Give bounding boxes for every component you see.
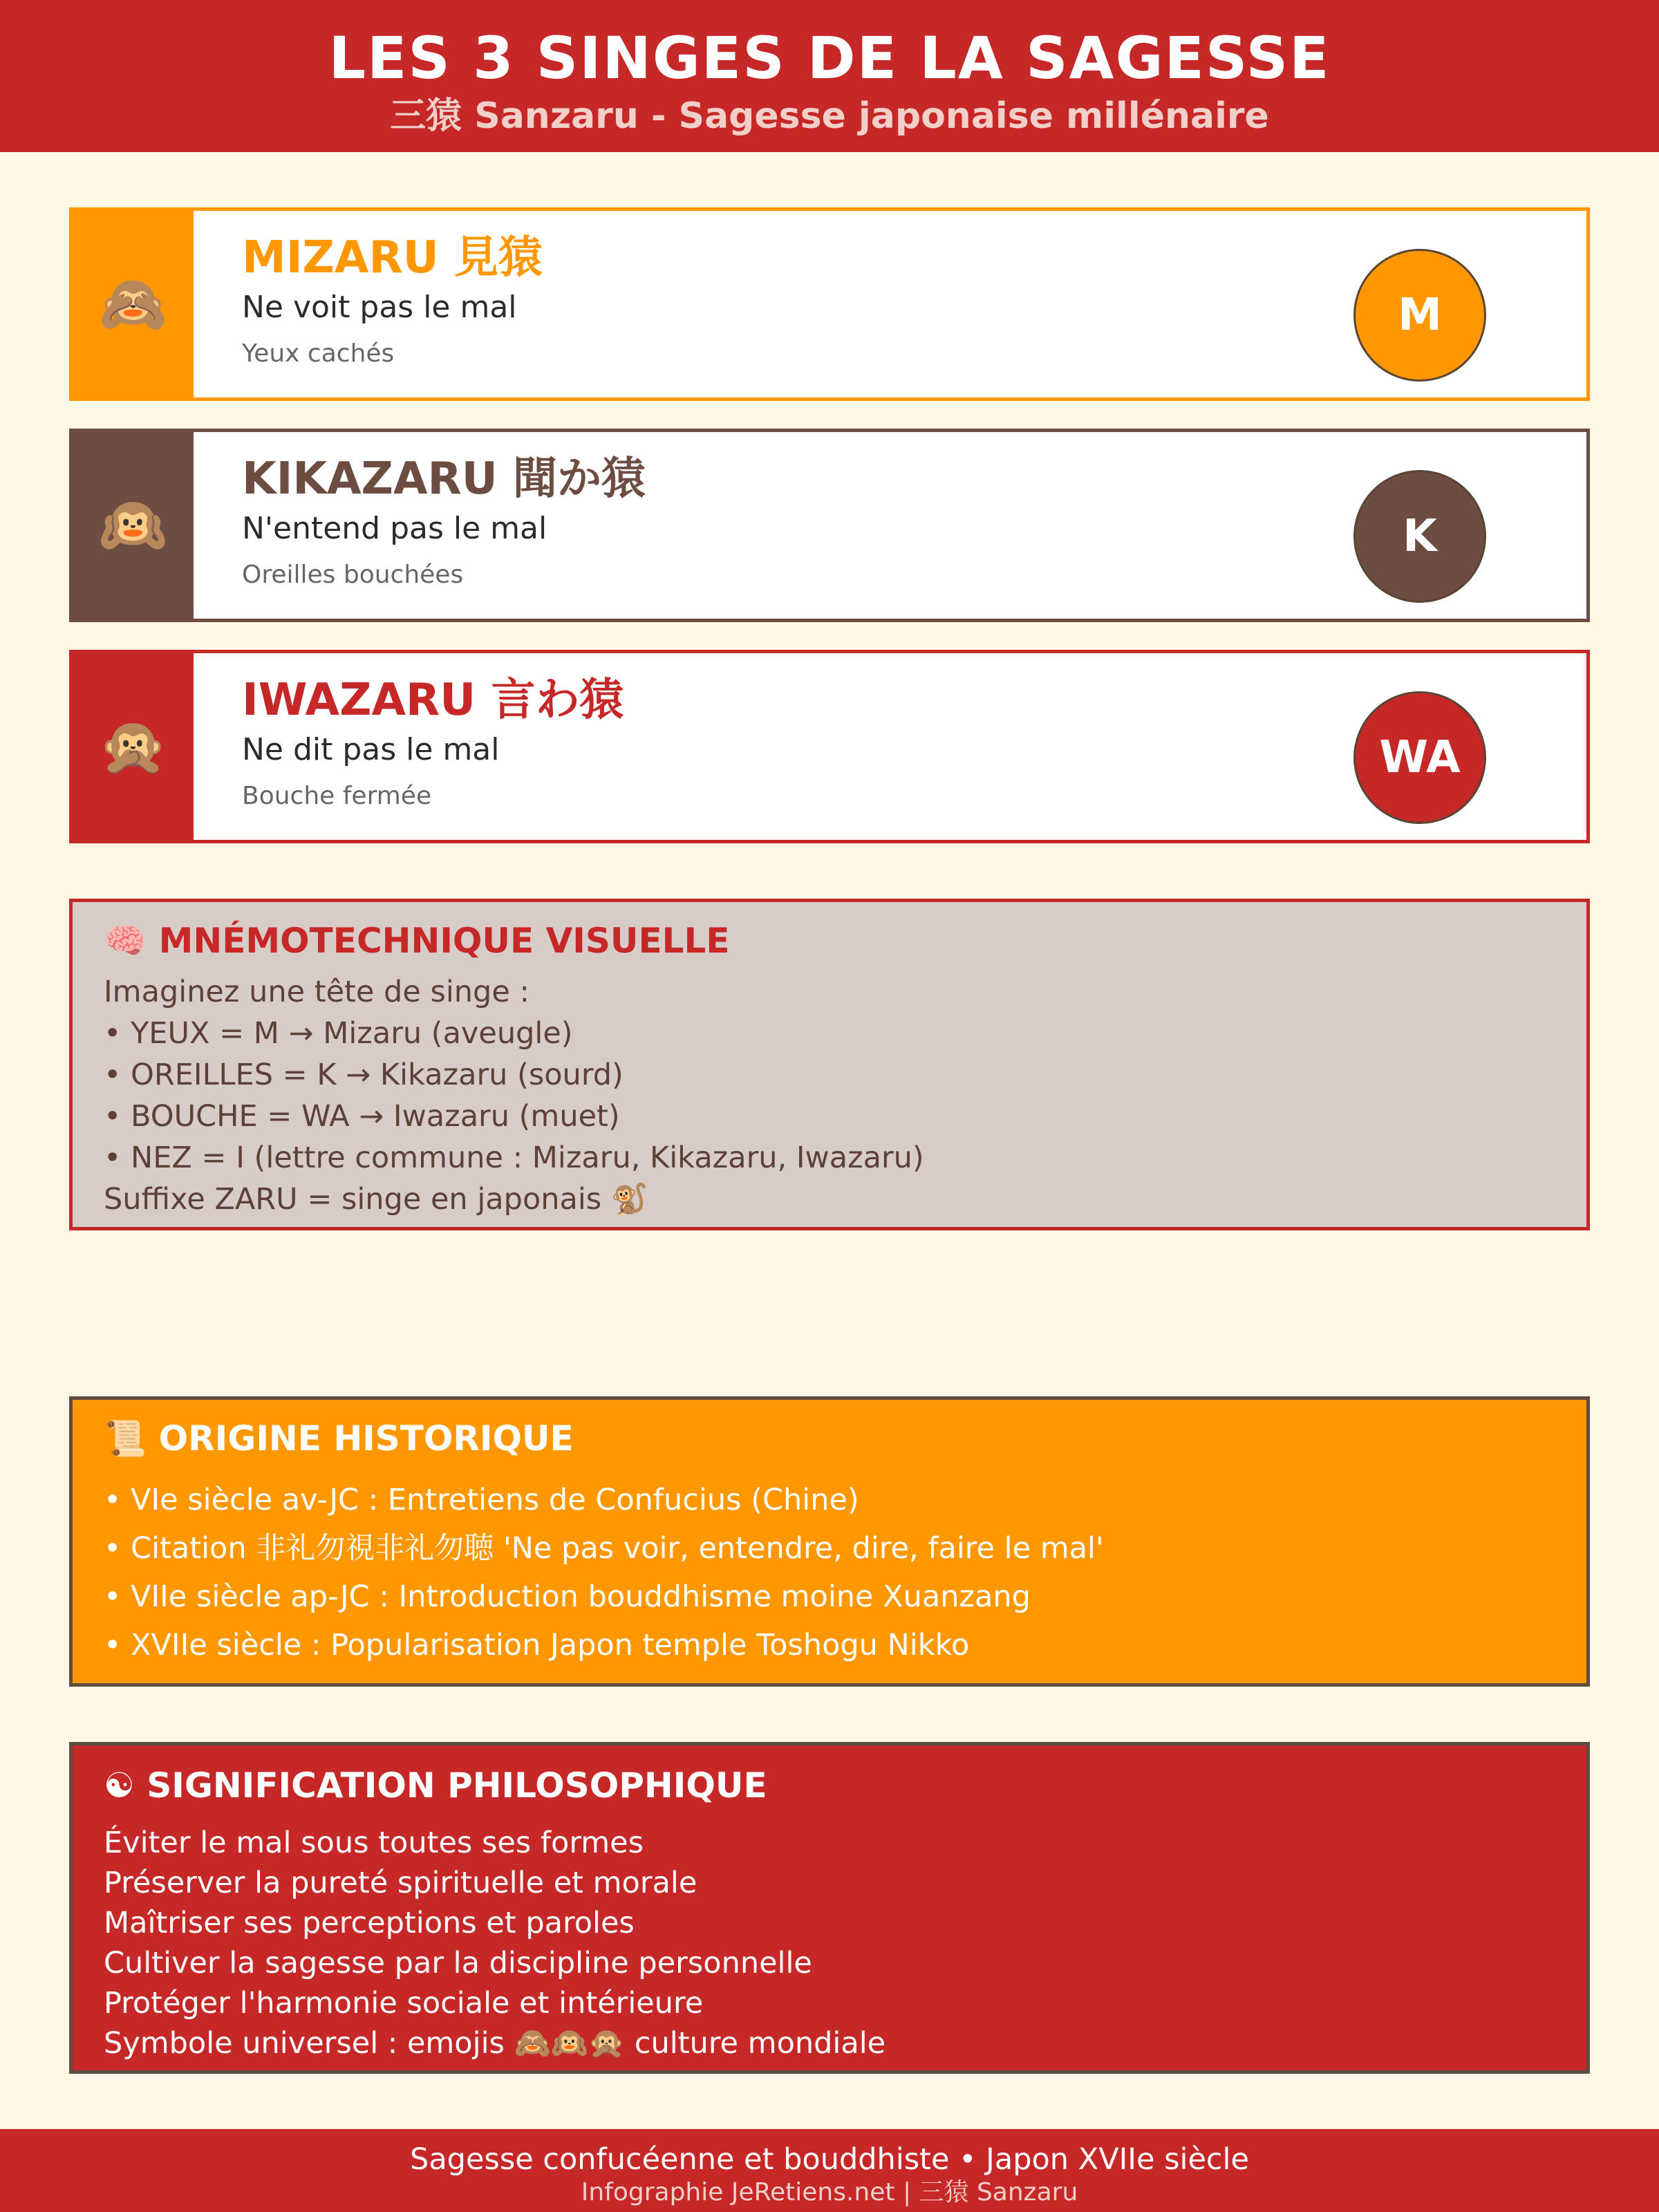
card-detail: Bouche fermée (242, 782, 432, 810)
header (0, 0, 1659, 152)
mnemonic-line: • BOUCHE = WA → Iwazaru (muet) (104, 1099, 620, 1134)
page-title: LES 3 SINGES DE LA SAGESSE (328, 24, 1331, 92)
origin-line: • Citation 非礼勿視非礼勿聴 'Ne pas voir, entendre, dire, faire le mal' (104, 1531, 1104, 1566)
mnemonic-lines (104, 971, 924, 1220)
philosophy-line: Maîtriser ses perceptions et paroles (104, 1906, 635, 1940)
mnemonic-line: Suffixe ZARU = singe en japonais 🐒 (104, 1182, 648, 1217)
card-detail: Yeux cachés (242, 339, 395, 368)
philosophy-box (69, 1742, 1590, 2074)
card-title: IWAZARU 言わ猿 (242, 675, 624, 726)
philosophy-title: ☯ SIGNIFICATION PHILOSOPHIQUE (104, 1765, 767, 1806)
see-no-evil-monkey-icon: 🙈 (98, 272, 168, 336)
mnemonic-line: • YEUX = M → Mizaru (aveugle) (104, 1016, 573, 1051)
philosophy-line: Cultiver la sagesse par la discipline personnelle (104, 1946, 812, 1980)
mnemonic-line: • NEZ = I (lettre commune : Mizaru, Kikazaru, Iwazaru) (104, 1141, 924, 1175)
origin-lines (104, 1476, 1104, 1669)
card-detail: Oreilles bouchées (242, 561, 464, 589)
origin-line: • VIIe siècle ap-JC : Introduction bouddhisme moine Xuanzang (104, 1580, 1031, 1614)
mnemonic-line: Imaginez une tête de singe : (104, 975, 529, 1009)
mnemonic-box (69, 899, 1590, 1230)
philosophy-line: Éviter le mal sous toutes ses formes (104, 1826, 644, 1860)
card-title: KIKAZARU 聞か猿 (242, 453, 646, 505)
hear-no-evil-monkey-icon: 🙉 (98, 493, 168, 557)
mnemonic-line: • OREILLES = K → Kikazaru (sourd) (104, 1058, 624, 1092)
philosophy-line: Symbole universel : emojis 🙈🙉🙊 culture mondiale (104, 2026, 886, 2061)
card-subtitle: N'entend pas le mal (242, 511, 547, 546)
letter-badge: WA (1353, 691, 1486, 824)
page-subtitle: 三猿 Sanzaru - Sagesse japonaise millénaire (390, 95, 1269, 137)
monkey-card-kikazaru (69, 429, 1590, 622)
origin-box (69, 1396, 1590, 1687)
mnemonic-title: 🧠 MNÉMOTECHNIQUE VISUELLE (104, 921, 730, 961)
card-subtitle: Ne voit pas le mal (242, 290, 517, 325)
letter-badge: M (1353, 249, 1486, 382)
letter-badge: K (1353, 470, 1486, 603)
card-subtitle: Ne dit pas le mal (242, 732, 500, 767)
footer-line: Sagesse confucéenne et bouddhiste • Japon XVIIe siècle (410, 2142, 1249, 2177)
monkey-card-mizaru (69, 207, 1590, 401)
speak-no-evil-monkey-icon: 🙊 (98, 714, 168, 778)
monkey-card-iwazaru (69, 650, 1590, 843)
footer-credit: Infographie JeRetiens.net | 三猿 Sanzaru (581, 2178, 1078, 2206)
card-title: MIZARU 見猿 (242, 232, 543, 283)
origin-line: • VIe siècle av-JC : Entretiens de Confucius (Chine) (104, 1483, 859, 1517)
origin-line: • XVIIe siècle : Popularisation Japon temple Toshogu Nikko (104, 1628, 970, 1662)
philosophy-lines (104, 1823, 885, 2063)
philosophy-line: Préserver la pureté spirituelle et morale (104, 1866, 697, 1900)
philosophy-line: Protéger l'harmonie sociale et intérieure (104, 1986, 704, 2021)
footer (0, 2129, 1659, 2212)
origin-title: 📜 ORIGINE HISTORIQUE (104, 1418, 574, 1459)
